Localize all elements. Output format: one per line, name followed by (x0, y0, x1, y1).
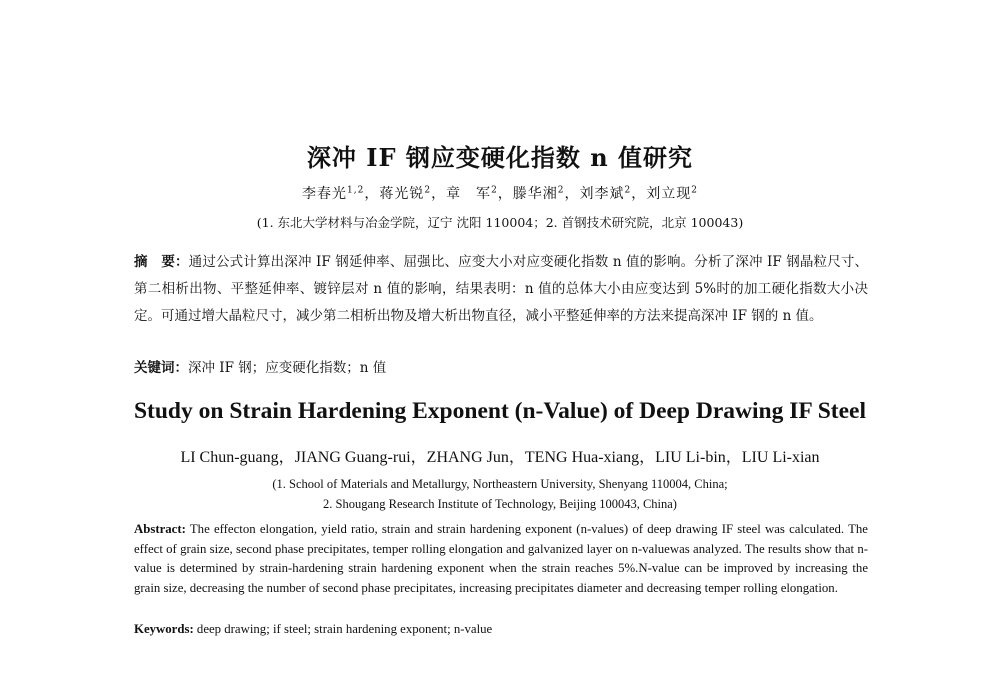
author-affiliation-mark: 2 (557, 185, 565, 196)
english-keywords-label: Keywords: (134, 622, 194, 636)
author-separator: ， (410, 449, 427, 466)
author-separator: ， (278, 449, 295, 466)
author-name: 章 军 (446, 186, 492, 202)
chinese-abstract-text: 通过公式计算出深冲 IF 钢延伸率、屈强比、应变大小对应变硬化指数 n 值的影响。分析了深冲 IF 钢晶粒尺寸、第二相析出物、平整延伸率、镀锌层对 n 值的影响，结果表明：n 值的总体大小由应变达到 5%时的加工硬化指数大小决定。可通过增大晶粒尺寸，减少第二相析出物及增大析出物直径，减小平整延伸率的方法来提高深冲 IF 钢的 n 值。 (134, 254, 869, 324)
english-title: Study on Strain Hardening Exponent (n-Value) of Deep Drawing IF Steel (133, 398, 867, 424)
english-affiliations (0, 474, 1000, 514)
author-name: JIANG Guang-rui (294, 449, 411, 466)
author-affiliation-mark: 1,2 (347, 185, 365, 196)
english-abstract (134, 520, 868, 598)
chinese-title: 深冲 IF 钢应变硬化指数 n 值研究 (306, 143, 694, 172)
chinese-abstract-label: 摘 要： (134, 254, 189, 270)
author-affiliation-mark: 2 (624, 185, 632, 196)
english-keywords (134, 622, 492, 637)
chinese-keywords (134, 356, 386, 376)
author-name: TENG Hua-xiang (524, 449, 640, 466)
english-affiliation-2: 2. Shougang Research Institute of Technology, Beijing 100043, China) (323, 497, 677, 511)
author-affiliation-mark: 2 (691, 185, 698, 196)
author-affiliation-mark: 2 (491, 185, 498, 196)
author-separator: ， (364, 186, 380, 202)
author-separator: ， (639, 449, 656, 466)
author-name: LIU Li-bin (655, 449, 726, 466)
author-name: LIU Li-xian (741, 449, 820, 466)
author-name: 滕华湘 (512, 186, 558, 202)
english-abstract-label: Abstract: (134, 522, 186, 536)
author-separator: ， (508, 449, 525, 466)
english-keywords-text: deep drawing; if steel; strain hardening exponent; n-value (193, 622, 493, 636)
author-name: 刘立现 (646, 186, 692, 202)
chinese-keywords-label: 关键词： (134, 360, 188, 376)
author-separator: ， (497, 186, 513, 202)
english-affiliation-1: (1. School of Materials and Metallurgy, Northeastern University, Shenyang 110004, China; (272, 477, 728, 491)
english-abstract-text: The effecton elongation, yield ratio, strain and strain hardening exponent (n-values) of deep drawing IF steel was calculated. The effect of grain size, second phase precipitates, temper rolling elongation and galvanized layer on n-valuewas analyzed. The results show that n-value is determined by strain-hardening strain hardening exponent when the strain reaches 5%.N-value can be improved by increasing the grain size, decreasing the number of second phase precipitates, increasing precipitates diameter and decreasing temper rolling elongation. (134, 522, 868, 595)
author-name: 蒋光锐 (379, 186, 425, 202)
english-authors (0, 444, 1000, 467)
author-separator: ， (564, 186, 580, 202)
chinese-abstract (134, 249, 868, 330)
chinese-affiliations: (1. 东北大学材料与冶金学院，辽宁 沈阳 110004；2. 首钢技术研究院，北京 100043) (256, 215, 744, 230)
chinese-keywords-text: 深冲 IF 钢；应变硬化指数；n 值 (188, 360, 387, 376)
author-name: LI Chun-guang (180, 449, 279, 466)
author-separator: ， (725, 449, 742, 466)
author-name: 李春光 (302, 186, 347, 202)
author-separator: ， (431, 186, 447, 202)
author-affiliation-mark: 2 (424, 185, 432, 196)
author-name: 刘李斌 (579, 186, 625, 202)
author-name: ZHANG Jun (426, 449, 509, 466)
chinese-authors (0, 183, 1000, 203)
author-separator: ， (631, 186, 647, 202)
